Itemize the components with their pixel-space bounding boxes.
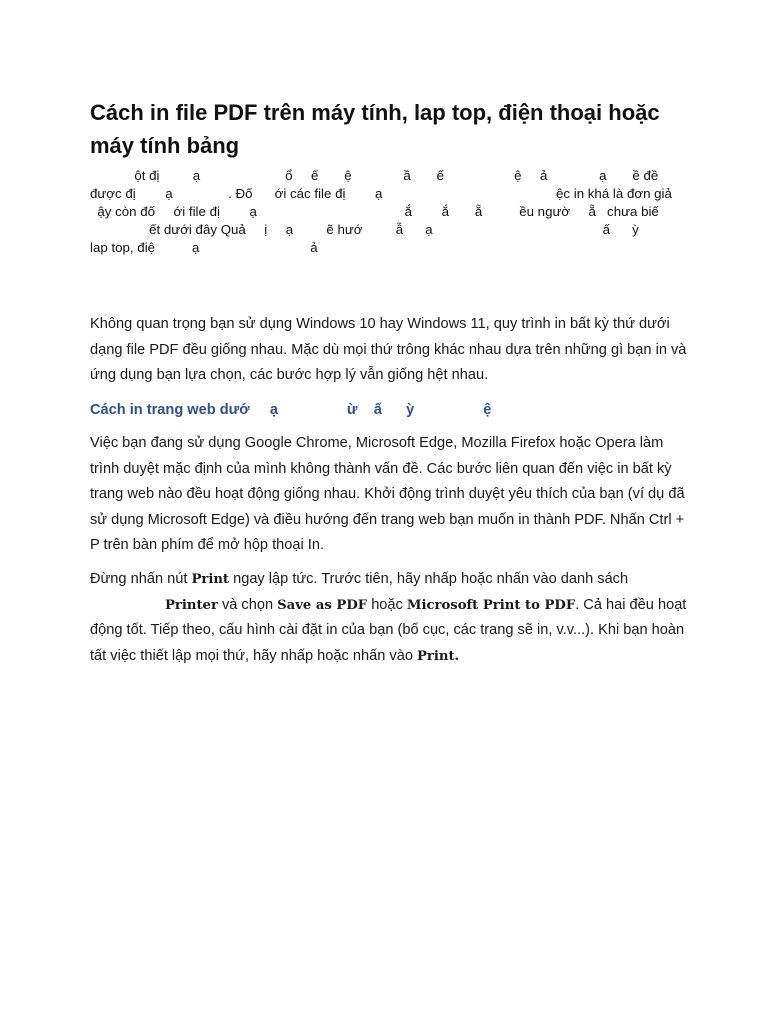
print-keyword: Print [191,572,230,587]
paragraph-browser: Việc bạn đang sử dụng Google Chrome, Microsoft Edge, Mozilla Firefox hoặc Opera làm trình duyệt mặc định của mình không thành vấn đề. Các bước liên quan đến việc in bất kỳ trang web nào đều hoạt động giống nhau. Khởi động trình duyệt yêu thích của bạn (ví dụ đã sử dụng Microsoft Edge) và điều hướng đến trang web bạn muốn in thành PDF. Nhấn Ctrl + P trên bàn phím để mở hộp thoại In. [90,435,685,553]
para3-text-3: và chọn [217,596,278,613]
printer-keyword: Printer [165,597,218,613]
microsoft-print-to-pdf-keyword: Microsoft Print to PDF [406,597,576,613]
para3-text-1: Đừng nhấn nút [90,571,192,587]
document-title: Cách in file PDF trên máy tính, lap top, điện thoại hoặc máy tính bảng [90,100,660,158]
print-final-keyword: Print. [416,648,460,664]
paragraph-print-steps [90,567,690,669]
para3-text-4: hoặc [367,596,407,613]
save-as-pdf-keyword: Save as PDF [277,597,368,613]
garbled-text-line-5: lap top, điệ ạ ả [90,240,318,255]
para3-text-5: . Cả hai đều hoạt động tốt. Tiếp theo, cấu hình cài đặt in của bạn (bố cục, các trang sẽ in, v.v...). Khi bạn hoàn tất việc thiết lập mọi thứ, hãy nhấp hoặc nhấn vào [90,596,687,664]
garbled-text-line-3: ậy còn đố ới file đị ạ ắ ắ ẵ ều ngườ ẵ chưa biế [90,204,659,219]
paragraph-intro: Không quan trọng bạn sử dụng Windows 10 hay Windows 11, quy trình in bất kỳ thứ dưới dạng file PDF đều giống nhau. Mặc dù mọi thứ trông khác nhau dựa trên những gì bạn in và ứng dụng bạn lựa chọn, các bước hợp lý vẫn giống hệt nhau. [90,316,687,383]
garbled-text-line-4: ết dưới đây Quả ị ạ ẽ hướ ẫ ạ ấ ỳ [90,222,639,237]
para3-text-2: ngay lập tức. Trước tiên, hãy nhấp hoặc nhấn vào danh sách [229,571,629,587]
section-heading: Cách in trang web dướ ạ ừ ấ ỳ ệ [90,402,492,418]
garbled-text-line-2: được đị ạ . Đố ới các file đị ạ ệc in khá là đơn giả [90,186,672,201]
garbled-text-line-1: ột đị ạ ổ ế ệ ầ ế ệ ả ạ ề đề [90,168,659,183]
